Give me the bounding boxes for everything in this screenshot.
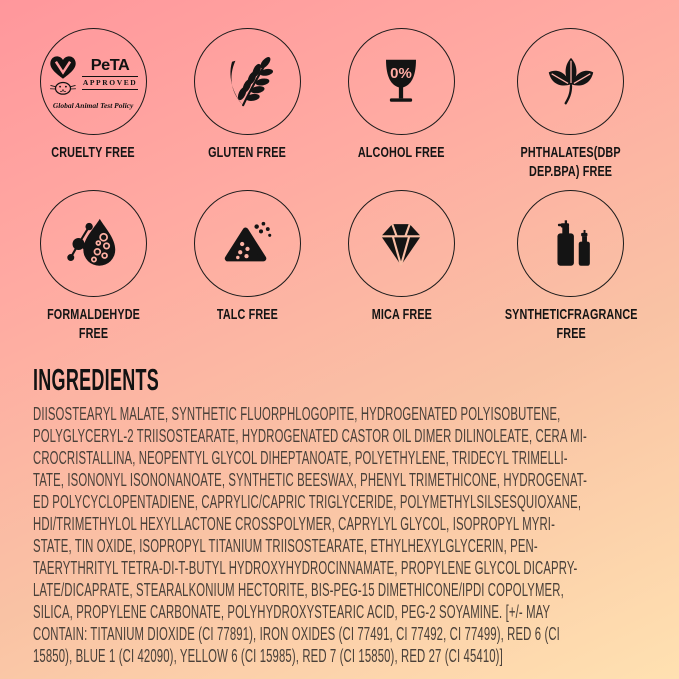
peta-approved-logo	[48, 52, 138, 110]
badge-label-cruelty-free	[51, 143, 135, 162]
zero-percent-text: 0%	[390, 64, 413, 82]
badge-label-line: FREE	[78, 325, 108, 342]
ingredients-line: POLYGLYCERYL-2 TRIISOSTEARATE, HYDROGENATED CASTOR OIL DIMER DILINOLEATE, CERA MI-	[33, 426, 587, 446]
ingredients-line: CROCRISTALLINA, NEOPENTYL GLYCOL DIHEPTANOATE, POLYETHYLENE, TRIDECYL TRIMELLI-	[33, 448, 568, 468]
ingredients-section	[0, 352, 679, 667]
badge-alcohol-free	[324, 28, 478, 190]
badge-label-line: TALC FREE	[216, 306, 278, 323]
badge-label-line: DEP.BPA) FREE	[529, 163, 613, 180]
badge-label-line: FORMALDEHYDE	[46, 306, 140, 323]
ingredients-text	[33, 403, 663, 667]
powder-pile-icon	[218, 215, 276, 273]
badge-label-line: CRUELTY FREE	[51, 144, 135, 161]
badge-circle	[194, 28, 301, 135]
peta-wordmark	[82, 58, 138, 91]
badge-label-line: SYNTHETICFRAGRANCE	[504, 306, 638, 323]
ingredients-line: CONTAIN: TITANIUM DIOXIDE (CI 77891), IRON OXIDES (CI 77491, CI 77492, CI 77499), RED 6 (CI	[33, 624, 560, 644]
badge-label-alcohol-free	[358, 143, 445, 162]
badge-circle	[348, 190, 455, 297]
badge-label-line: FREE	[556, 325, 586, 342]
badge-circle	[517, 190, 624, 297]
peta-brand-text: PeTA	[90, 57, 130, 74]
spray-bottles-icon	[542, 215, 600, 273]
wheat-icon	[218, 53, 276, 111]
badge-mica-free	[324, 190, 478, 352]
ingredients-line: DIISOSTEARYL MALATE, SYNTHETIC FLUORPHLOGOPITE, HYDROGENATED POLYISOBUTENE,	[33, 404, 561, 424]
badge-circle	[348, 28, 455, 135]
badge-formaldehyde-free	[16, 190, 170, 352]
badge-circle	[517, 28, 624, 135]
badge-label-phthalates-free	[521, 143, 621, 181]
wine-glass-icon	[372, 53, 430, 111]
peta-divider-bottom	[82, 89, 138, 90]
peta-policy-text: Global Animal Test Policy	[52, 100, 134, 110]
badge-synthetic-fragrance-free	[479, 190, 663, 352]
ingredients-title: INGREDIENTS	[33, 362, 160, 397]
plant-leaves-icon	[542, 53, 600, 111]
ingredients-line: SILICA, PROPYLENE CARBONATE, POLYHYDROXYSTEARIC ACID, PEG-2 SOYAMINE. [+/- MAY	[33, 602, 551, 622]
droplet-molecule-icon	[64, 215, 122, 273]
peta-divider-top	[82, 76, 138, 77]
badge-label-synthetic-fragrance-free	[504, 305, 637, 343]
badge-cruelty-free	[16, 28, 170, 190]
ingredients-line: HDI/TRIMETHYLOL HEXYLLACTONE CROSSPOLYMER, CAPRYLYL GLYCOL, ISOPROPYL MYRI-	[33, 514, 555, 534]
badge-gluten-free	[170, 28, 324, 190]
peta-approved-text: APPROVED	[82, 78, 138, 87]
ingredients-line: TATE, ISONONYL ISONONANOATE, SYNTHETIC BEESWAX, PHENYL TRIMETHICONE, HYDROGENAT-	[33, 470, 588, 490]
peta-logo-top	[48, 52, 138, 98]
badge-label-line: PHTHALATES(DBP	[520, 144, 621, 161]
ingredients-line: ED POLYCYCLOPENTADIENE, CAPRYLIC/CAPRIC TRIGLYCERIDE, POLYMETHYLSILSESQUIOXANE,	[33, 492, 582, 512]
badge-circle	[40, 190, 147, 297]
badge-phthalates-free	[479, 28, 663, 190]
badge-label-line: MICA FREE	[371, 306, 432, 323]
badge-circle	[40, 28, 147, 135]
badge-circle	[194, 190, 301, 297]
badge-label-line: ALCOHOL FREE	[358, 144, 445, 161]
badge-label-line: GLUTEN FREE	[208, 144, 287, 161]
ingredients-line: LATE/DICAPRATE, STEARALKONIUM HECTORITE, BIS-PEG-15 DIMETHICONE/IPDI COPOLYMER,	[33, 580, 564, 600]
badge-label-formaldehyde-free	[47, 305, 140, 343]
ingredients-line: TAERYTHRITYL TETRA-DI-T-BUTYL HYDROXYHYDROCINNAMATE, PROPYLENE GLYCOL DICAPRY-	[33, 558, 578, 578]
badge-label-gluten-free	[208, 143, 286, 162]
badge-talc-free	[170, 190, 324, 352]
badge-label-mica-free	[371, 305, 431, 324]
diamond-gem-icon	[372, 215, 430, 273]
badge-label-talc-free	[217, 305, 278, 324]
ingredients-line: STATE, TIN OXIDE, ISOPROPYL TITANIUM TRIISOSTEARATE, ETHYLHEXYLGLYCERIN, PEN-	[33, 536, 538, 556]
peta-bunny-icon	[48, 52, 78, 98]
ingredients-line: 15850), BLUE 1 (CI 42090), YELLOW 6 (CI 15985), RED 7 (CI 15850), RED 27 (CI 45410)]	[33, 646, 503, 666]
